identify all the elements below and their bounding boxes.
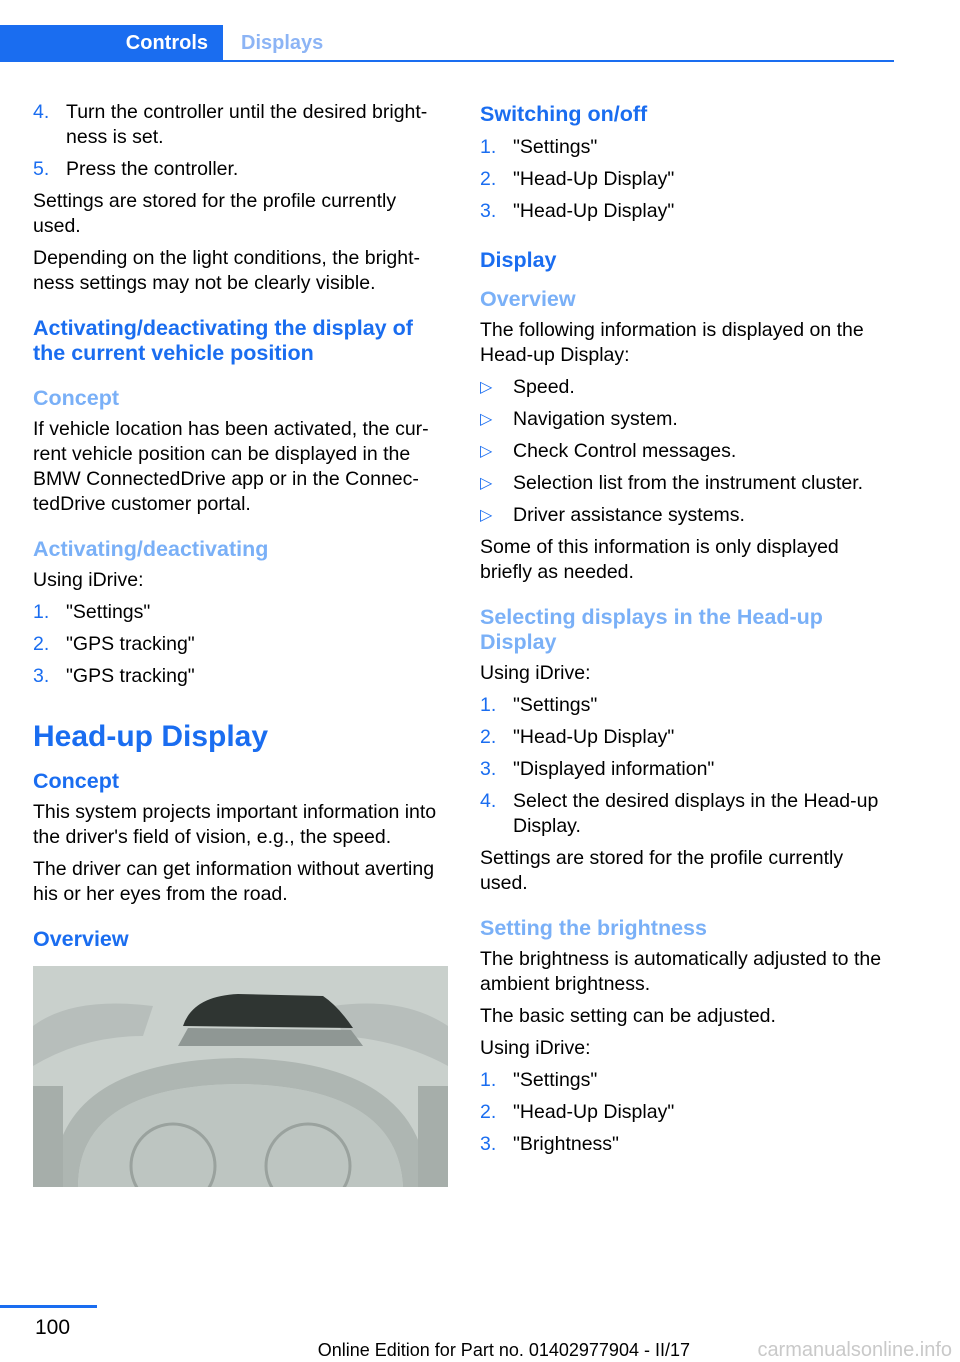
tab-underline (223, 60, 894, 62)
step-text: "Settings" (513, 136, 598, 158)
list-item (480, 1100, 895, 1125)
heading-head-up-display: Head-up Display (33, 720, 269, 753)
step-number: 4. (480, 790, 497, 812)
edition-info: Online Edition for Part no. 01402977904 - II/17 (317, 1340, 690, 1360)
step-number: 3. (480, 1133, 497, 1155)
step-text: "Settings" (513, 694, 598, 716)
switch-steps (480, 135, 895, 224)
select-steps (480, 693, 895, 839)
list-item (480, 199, 895, 224)
bullet-text: Check Control messages. (513, 440, 737, 462)
step-number: 1. (480, 136, 497, 158)
dashboard-image (33, 966, 448, 1187)
step-text: "GPS tracking" (66, 633, 195, 655)
tab-displays[interactable]: Displays (241, 32, 324, 54)
list-item (480, 135, 895, 160)
paragraph-hud-driver: The driver can get information without averting his or her eyes from the road. (33, 858, 435, 905)
list-item (480, 1068, 895, 1093)
step-number: 1. (33, 601, 50, 623)
tab-controls[interactable]: Controls (0, 25, 223, 62)
step-text: "GPS tracking" (66, 665, 195, 687)
bullet-text: Speed. (513, 376, 575, 398)
triangle-bullet-icon: ▷ (480, 411, 493, 428)
left-column (33, 100, 448, 1187)
list-item (33, 664, 448, 689)
list-item (480, 167, 895, 192)
heading-concept-hud: Concept (33, 769, 119, 793)
paragraph-settings-stored: Settings are stored for the profile currently used. (33, 190, 397, 237)
step-number: 5. (33, 158, 50, 180)
heading-overview-right: Overview (480, 287, 576, 311)
step-text: "Displayed information" (513, 758, 715, 780)
paragraph-using-idrive: Using iDrive: (480, 662, 591, 684)
paragraph-using-idrive: Using iDrive: (33, 569, 144, 591)
info-bullets (480, 375, 895, 528)
list-item (480, 1132, 895, 1157)
heading-activating-position: Activating/deactivating the display of the current vehicle position (33, 316, 413, 365)
step-number: 2. (480, 726, 497, 748)
list-item (480, 503, 895, 528)
list-item (33, 632, 448, 657)
heading-setting-brightness: Setting the brightness (480, 916, 707, 940)
gps-steps (33, 600, 448, 689)
paragraph-using-idrive: Using iDrive: (480, 1037, 591, 1059)
list-item (480, 757, 895, 782)
step-number: 2. (480, 1101, 497, 1123)
list-item (480, 471, 895, 496)
list-item (33, 157, 448, 182)
step-text: "Head-Up Display" (513, 168, 675, 190)
step-number: 3. (480, 200, 497, 222)
list-item (480, 439, 895, 464)
step-text: "Head-Up Display" (513, 726, 675, 748)
step-number: 2. (33, 633, 50, 655)
paragraph-overview: The following information is displayed on the Head-up Display: (480, 319, 864, 366)
step-text: "Settings" (513, 1069, 598, 1091)
step-number: 1. (480, 694, 497, 716)
paragraph-hud-concept: This system projects important information into the driver's field of vision, e.g., the speed. (33, 801, 437, 848)
bullet-text: Navigation system. (513, 408, 678, 430)
step-number: 2. (480, 168, 497, 190)
list-item (480, 725, 895, 750)
footer-rule (0, 1305, 97, 1308)
step-text: Turn the controller until the desired bright‐ness is set. (66, 101, 428, 148)
triangle-bullet-icon: ▷ (480, 507, 493, 524)
step-number: 3. (480, 758, 497, 780)
list-item (480, 693, 895, 718)
triangle-bullet-icon: ▷ (480, 443, 493, 460)
heading-display: Display (480, 248, 557, 272)
step-text: Press the controller. (66, 158, 239, 180)
paragraph-basic-setting: The basic setting can be adjusted. (480, 1005, 776, 1027)
step-number: 3. (33, 665, 50, 687)
step-text: "Brightness" (513, 1133, 619, 1155)
brightness-steps-continued (33, 100, 448, 182)
paragraph-brief: Some of this information is only displayed briefly as needed. (480, 536, 839, 583)
paragraph-light-conditions: Depending on the light conditions, the bright‐ness settings may not be clearly visible. (33, 247, 421, 294)
triangle-bullet-icon: ▷ (480, 475, 493, 492)
page-number: 100 (35, 1316, 71, 1339)
paragraph-settings-stored: Settings are stored for the profile currently used. (480, 847, 844, 894)
heading-concept: Concept (33, 386, 119, 410)
step-text: "Settings" (66, 601, 151, 623)
triangle-bullet-icon: ▷ (480, 379, 493, 396)
list-item (480, 789, 895, 839)
step-number: 1. (480, 1069, 497, 1091)
list-item (33, 100, 448, 150)
heading-activating-deactivating: Activating/deactivating (33, 537, 269, 561)
paragraph-concept: If vehicle location has been activated, the cur‐rent vehicle position can be displayed in the BMW ConnectedDrive app or in the Connec‐tedDrive customer portal. (33, 418, 429, 515)
step-text: "Head-Up Display" (513, 200, 675, 222)
brightness-steps (480, 1068, 895, 1157)
step-number: 4. (33, 101, 50, 123)
chapter-tabs (0, 25, 894, 62)
bullet-text: Selection list from the instrument cluster. (513, 472, 864, 494)
step-text: "Head-Up Display" (513, 1101, 675, 1123)
dashboard-illustration (33, 966, 448, 1187)
heading-overview: Overview (33, 927, 129, 951)
right-column (480, 100, 895, 1164)
list-item (480, 407, 895, 432)
bullet-text: Driver assistance systems. (513, 504, 745, 526)
list-item (480, 375, 895, 400)
paragraph-brightness-auto: The brightness is automatically adjusted to the ambient brightness. (480, 948, 882, 995)
watermark: carmanualsonline.info (757, 1339, 952, 1361)
heading-selecting-displays: Selecting displays in the Head-up Display (480, 605, 823, 654)
heading-switching: Switching on/off (480, 102, 648, 126)
step-text: Select the desired displays in the Head-up Display. (513, 790, 879, 837)
list-item (33, 600, 448, 625)
